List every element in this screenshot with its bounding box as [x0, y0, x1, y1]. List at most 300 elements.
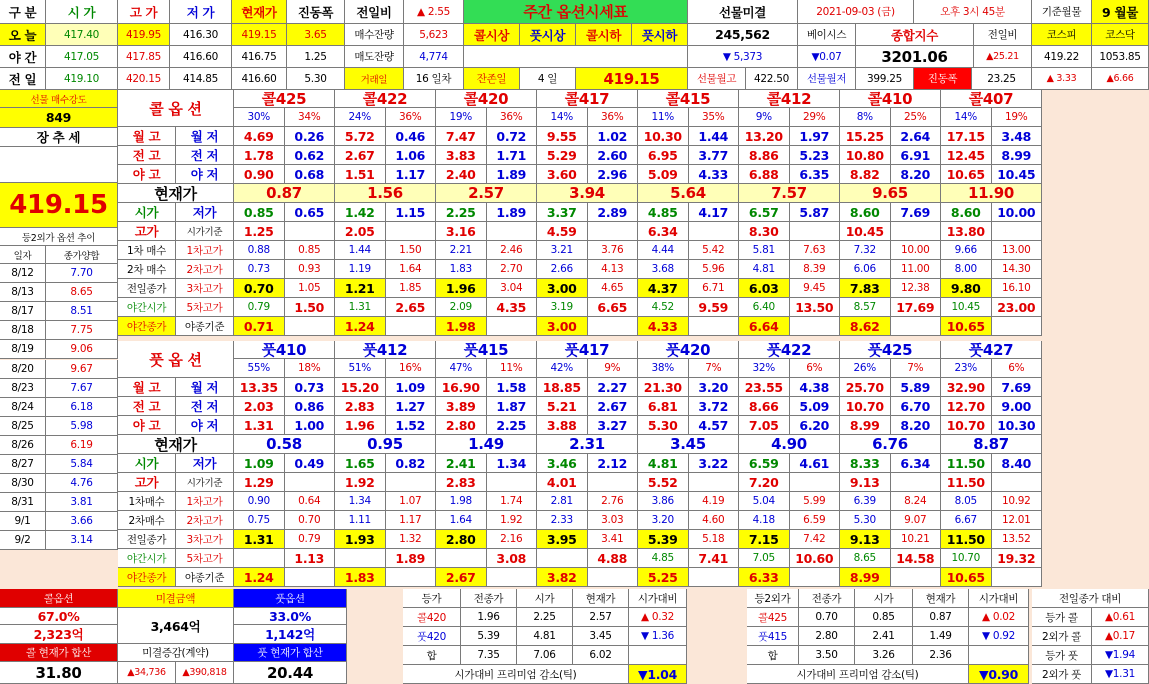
night-high: 7.05 — [739, 416, 790, 435]
buy1: 4.44 — [638, 241, 689, 260]
current-label: 현재가 — [118, 184, 234, 203]
sell2: 4.60 — [689, 511, 740, 530]
sell2: 1.17 — [386, 511, 437, 530]
sell3: 10.21 — [891, 530, 942, 549]
pct-left: 8% — [840, 108, 891, 127]
call-amount: 2,323억 — [0, 625, 118, 644]
option-name: 풋427 — [941, 341, 1042, 359]
option-high: 7.20 — [739, 473, 790, 492]
prev-close: 6.03 — [739, 279, 790, 298]
mini-header: 시가대비 — [629, 589, 687, 608]
night-low: 1.00 — [285, 416, 336, 435]
row-label: 전 고 — [118, 146, 176, 165]
prev-label: 전 일 — [0, 68, 46, 90]
put-summary-label: 풋옵션 — [234, 589, 347, 608]
compare-label: 2외가 콜 — [1032, 627, 1092, 646]
prev-close-compare-header: 전일종가 대비 — [1032, 589, 1149, 608]
buy2: 0.75 — [234, 511, 285, 530]
range-label: 진동폭 — [914, 68, 972, 90]
composite-value: 3201.06 — [856, 46, 974, 68]
night-range: 1.25 — [287, 46, 345, 68]
option-open: 6.57 — [739, 203, 790, 222]
blank — [790, 473, 841, 492]
option-current: 4.90 — [739, 435, 840, 454]
sell1: 1.74 — [487, 492, 538, 511]
month-high: 18.85 — [537, 378, 588, 397]
option-open: 0.85 — [234, 203, 285, 222]
mini-cell: 합 — [403, 646, 461, 665]
option-low: 1.34 — [487, 454, 538, 473]
low-header: 저 가 — [170, 0, 232, 24]
sell5: 3.08 — [487, 549, 538, 568]
trend-label: 장 추 세 — [0, 128, 118, 147]
option-current: 5.64 — [638, 184, 739, 203]
option-open: 2.25 — [436, 203, 487, 222]
sell1-label: 1차고가 — [176, 241, 234, 260]
close-sum-cell: 4.76 — [46, 474, 118, 493]
month-high: 16.90 — [436, 378, 487, 397]
pct-right: 29% — [790, 108, 841, 127]
mini-header: 시가 — [517, 589, 573, 608]
prev-low: 9.00 — [992, 397, 1043, 416]
day-cell: 8/19 — [0, 340, 46, 359]
option-name: 콜425 — [234, 90, 335, 108]
close-sum-cell: 7.75 — [46, 321, 118, 340]
sell3: 13.52 — [992, 530, 1043, 549]
night-high: 8.82 — [840, 165, 891, 184]
option-current: 9.65 — [840, 184, 941, 203]
prev-high: 6.81 — [638, 397, 689, 416]
kosdaq-change: ▲6.66 — [1092, 68, 1149, 90]
night-close-label: 야간종가 — [118, 317, 176, 336]
night-open — [234, 549, 285, 568]
compare-label: 등가 콜 — [1032, 608, 1092, 627]
futures-price-box: 419.15 — [576, 68, 688, 90]
futures-month-high-label: 선물월고 — [688, 68, 746, 90]
sell2: 5.96 — [689, 260, 740, 279]
prev-close: 3.95 — [537, 530, 588, 549]
night-close: 5.25 — [638, 568, 689, 587]
option-low: 0.65 — [285, 203, 336, 222]
pct-left: 47% — [436, 359, 487, 378]
day-cell: 8/20 — [0, 360, 46, 379]
blank — [487, 473, 538, 492]
sell1: 7.63 — [790, 241, 841, 260]
option-name: 풋422 — [739, 341, 840, 359]
basis-label: 베이시스 — [798, 24, 856, 46]
prev-high: 10.80 — [840, 146, 891, 165]
pct-left: 32% — [739, 359, 790, 378]
mini-cell: 4.81 — [517, 627, 573, 646]
futures-month-low-label: 선물월저 — [798, 68, 856, 90]
night-close: 3.82 — [537, 568, 588, 587]
open-label: 시가 — [118, 203, 176, 222]
option-current: 7.57 — [739, 184, 840, 203]
night-close: 0.71 — [234, 317, 285, 336]
close-sum-cell: 8.65 — [46, 283, 118, 302]
buy2: 1.11 — [335, 511, 386, 530]
prevdiff-value: ▲ 2.55 — [404, 0, 464, 24]
blank — [386, 568, 437, 587]
month-high: 10.30 — [638, 127, 689, 146]
option-low: 3.22 — [689, 454, 740, 473]
high-header: 고 가 — [118, 0, 170, 24]
option-high: 2.05 — [335, 222, 386, 241]
month-low: 4.38 — [790, 378, 841, 397]
open-interest-amount: 3,464억 — [118, 608, 234, 644]
option-low: 5.87 — [790, 203, 841, 222]
night-low: 3.27 — [588, 416, 639, 435]
mini-cell: 2.25 — [517, 608, 573, 627]
prev-close: 2.80 — [436, 530, 487, 549]
put-lower-label: 풋시하 — [632, 24, 688, 46]
prev-high: 2.83 — [335, 397, 386, 416]
sell5: 1.89 — [386, 549, 437, 568]
night-close: 1.24 — [335, 317, 386, 336]
open-header: 시 가 — [46, 0, 118, 24]
row-label: 야 저 — [176, 165, 234, 184]
night-open: 2.09 — [436, 298, 487, 317]
prev-low: 6.70 — [891, 397, 942, 416]
blank — [588, 473, 639, 492]
mini-header: 시가대비 — [969, 589, 1029, 608]
prev-low: 2.60 — [588, 146, 639, 165]
sell5: 19.32 — [992, 549, 1043, 568]
night-high: 10.65 — [941, 165, 992, 184]
night-high: 2.80 — [436, 416, 487, 435]
month-low: 5.89 — [891, 378, 942, 397]
month-high: 4.69 — [234, 127, 285, 146]
option-name: 풋425 — [840, 341, 941, 359]
kospi-value: 419.22 — [1032, 46, 1092, 68]
prev-close: 1.31 — [234, 530, 285, 549]
option-high: 5.52 — [638, 473, 689, 492]
sell3-label: 3차고가 — [176, 530, 234, 549]
prev-close: 416.60 — [232, 68, 287, 90]
buy1: 2.81 — [537, 492, 588, 511]
day-cell: 8/24 — [0, 398, 46, 417]
sell5: 10.60 — [790, 549, 841, 568]
sell1-label: 1차고가 — [176, 492, 234, 511]
mini-header: 시가 — [855, 589, 913, 608]
buy1: 7.32 — [840, 241, 891, 260]
prev-range: 5.30 — [287, 68, 345, 90]
sell5: 13.50 — [790, 298, 841, 317]
date-label: 2021-09-03 (금) — [798, 0, 914, 24]
day-cell: 8/25 — [0, 417, 46, 436]
blank — [689, 222, 740, 241]
mini-cell: 0.85 — [855, 608, 913, 627]
night-high: 1.96 — [335, 416, 386, 435]
call-lower-label: 콜시하 — [576, 24, 632, 46]
night-close: 8.99 — [840, 568, 891, 587]
mini-cell: ▲ 0.32 — [629, 608, 687, 627]
sell1: 4.19 — [689, 492, 740, 511]
buy2-label: 2차매수 — [118, 511, 176, 530]
pct-right: 25% — [891, 108, 942, 127]
prev-close: 1.96 — [436, 279, 487, 298]
mini-cell: ▼ 0.92 — [969, 627, 1029, 646]
low-label: 저가 — [176, 454, 234, 473]
sell3: 3.04 — [487, 279, 538, 298]
mini-cell: 1.96 — [461, 608, 517, 627]
night-high: 1.31 — [234, 416, 285, 435]
mini-header: 현재가 — [573, 589, 629, 608]
option-high: 13.80 — [941, 222, 992, 241]
pct-left: 30% — [234, 108, 285, 127]
mini-cell: 2.80 — [799, 627, 855, 646]
prev-high: 10.70 — [840, 397, 891, 416]
prev-high: 2.03 — [234, 397, 285, 416]
sell3: 7.42 — [790, 530, 841, 549]
night-low: 6.35 — [790, 165, 841, 184]
month-low: 1.97 — [790, 127, 841, 146]
high-base-label: 시가기준 — [176, 222, 234, 241]
prev-high: 3.83 — [436, 146, 487, 165]
close-sum-cell: 6.19 — [46, 436, 118, 455]
sell1: 10.92 — [992, 492, 1043, 511]
night-close: 1.98 — [436, 317, 487, 336]
prev-close-label: 전일종가 — [118, 279, 176, 298]
compare-label: 등가 풋 — [1032, 646, 1092, 665]
prev-close: 9.80 — [941, 279, 992, 298]
month-low: 7.69 — [992, 378, 1043, 397]
night-high: 3.88 — [537, 416, 588, 435]
blank — [891, 568, 942, 587]
high-label: 고가 — [118, 222, 176, 241]
buy2: 1.19 — [335, 260, 386, 279]
row-label: 야 고 — [118, 416, 176, 435]
mini-footer-value: ▼0.90 — [969, 665, 1029, 684]
buy2: 4.18 — [739, 511, 790, 530]
blank — [386, 473, 437, 492]
section-title: 콜 옵 션 — [118, 90, 234, 127]
sell1: 13.00 — [992, 241, 1043, 260]
option-name: 콜422 — [335, 90, 436, 108]
blank — [588, 568, 639, 587]
close-sum-header: 종가양합 — [46, 246, 118, 264]
night-close: 416.75 — [232, 46, 287, 68]
close-sum-cell: 5.84 — [46, 455, 118, 474]
sell2: 6.59 — [790, 511, 841, 530]
buy1: 1.34 — [335, 492, 386, 511]
mini-cell — [629, 646, 687, 665]
sell3: 3.41 — [588, 530, 639, 549]
blank — [285, 317, 336, 336]
pct-right: 34% — [285, 108, 336, 127]
sell2-label: 2차고가 — [176, 260, 234, 279]
row-label: 월 저 — [176, 127, 234, 146]
night-close: 4.33 — [638, 317, 689, 336]
prev-low: 5.23 — [790, 146, 841, 165]
blank — [891, 473, 942, 492]
day-cell: 8/13 — [0, 283, 46, 302]
day-cell: 8/30 — [0, 474, 46, 493]
blank — [285, 222, 336, 241]
month-high: 13.20 — [739, 127, 790, 146]
pct-right: 35% — [689, 108, 740, 127]
pct-left: 42% — [537, 359, 588, 378]
option-name: 콜410 — [840, 90, 941, 108]
blank — [992, 568, 1043, 587]
put-amount: 1,142억 — [234, 625, 347, 644]
put-upper-label: 풋시상 — [520, 24, 576, 46]
night-close: 8.62 — [840, 317, 891, 336]
day-cell: 8/18 — [0, 321, 46, 340]
blank-row — [464, 46, 688, 68]
buy-remaining-label: 매수잔량 — [345, 24, 404, 46]
prev-high: 3.89 — [436, 397, 487, 416]
composite-prev-label: 전일비 — [974, 24, 1032, 46]
buy-remaining-value: 5,623 — [404, 24, 464, 46]
option-high: 2.83 — [436, 473, 487, 492]
sell3: 1.32 — [386, 530, 437, 549]
option-high: 6.34 — [638, 222, 689, 241]
prev-close: 3.00 — [537, 279, 588, 298]
night-high: 1.51 — [335, 165, 386, 184]
night-high: 2.40 — [436, 165, 487, 184]
month-high: 17.15 — [941, 127, 992, 146]
close-sum-cell: 7.67 — [46, 379, 118, 398]
option-low: 0.82 — [386, 454, 437, 473]
remain-day-value: 4 일 — [520, 68, 576, 90]
buy2: 3.68 — [638, 260, 689, 279]
sell1: 0.64 — [285, 492, 336, 511]
call-sum: 31.80 — [0, 662, 118, 684]
mini-cell: 합 — [747, 646, 799, 665]
pct-right: 19% — [992, 108, 1043, 127]
composite-label: 종합지수 — [856, 24, 974, 46]
mini-cell: 0.70 — [799, 608, 855, 627]
night-low: 416.60 — [170, 46, 232, 68]
prev-high: 6.95 — [638, 146, 689, 165]
pct-right: 6% — [992, 359, 1043, 378]
night-low: 1.52 — [386, 416, 437, 435]
futures-month-high-value: 422.50 — [746, 68, 798, 90]
base-month-value: 9 월물 — [1092, 0, 1149, 24]
buy1: 6.39 — [840, 492, 891, 511]
pct-right: 11% — [487, 359, 538, 378]
day-cell: 9/1 — [0, 512, 46, 531]
pct-right: 36% — [386, 108, 437, 127]
open-interest-change-label: 미결증감(계약) — [118, 644, 234, 662]
blank — [487, 317, 538, 336]
compare-value: ▼1.94 — [1092, 646, 1149, 665]
prev-low: 1.71 — [487, 146, 538, 165]
sell5: 4.88 — [588, 549, 639, 568]
mini-cell: ▲ 0.02 — [969, 608, 1029, 627]
buy2: 3.20 — [638, 511, 689, 530]
prevdiff-header: 전일비 — [345, 0, 404, 24]
prev-close: 11.50 — [941, 530, 992, 549]
option-open: 4.81 — [638, 454, 689, 473]
buy2: 6.06 — [840, 260, 891, 279]
sell3-label: 3차고가 — [176, 279, 234, 298]
pct-right: 36% — [487, 108, 538, 127]
option-open: 3.37 — [537, 203, 588, 222]
today-low: 416.30 — [170, 24, 232, 46]
buy2: 5.30 — [840, 511, 891, 530]
night-open: 8.65 — [840, 549, 891, 568]
oi-change-put: ▲390,818 — [176, 662, 234, 684]
option-high: 3.16 — [436, 222, 487, 241]
kospi-label: 코스피 — [1032, 24, 1092, 46]
compare-value: ▼1.31 — [1092, 665, 1149, 684]
blank — [285, 568, 336, 587]
prev-low: 414.85 — [170, 68, 232, 90]
sell2: 3.03 — [588, 511, 639, 530]
sell2: 8.39 — [790, 260, 841, 279]
sell2: 1.64 — [386, 260, 437, 279]
unsettled-value: 245,562 — [688, 24, 798, 46]
blank — [386, 222, 437, 241]
pct-left: 14% — [941, 108, 992, 127]
blank — [790, 317, 841, 336]
mini-cell: 3.45 — [573, 627, 629, 646]
sell3: 1.85 — [386, 279, 437, 298]
sell2: 4.13 — [588, 260, 639, 279]
month-low: 0.26 — [285, 127, 336, 146]
option-low: 1.15 — [386, 203, 437, 222]
option-current: 0.87 — [234, 184, 335, 203]
option-open: 4.85 — [638, 203, 689, 222]
pct-left: 23% — [941, 359, 992, 378]
option-high: 1.25 — [234, 222, 285, 241]
pct-left: 9% — [739, 108, 790, 127]
mini-cell: 6.02 — [573, 646, 629, 665]
prev-low: 3.77 — [689, 146, 740, 165]
buy1: 1.44 — [335, 241, 386, 260]
compare-label: 2외가 풋 — [1032, 665, 1092, 684]
sell3: 9.45 — [790, 279, 841, 298]
mini-cell: 풋415 — [747, 627, 799, 646]
prev-low: 3.72 — [689, 397, 740, 416]
pct-left: 26% — [840, 359, 891, 378]
sell3: 12.38 — [891, 279, 942, 298]
sell2: 9.07 — [891, 511, 942, 530]
month-low: 3.20 — [689, 378, 740, 397]
mini-header: 등2외가 — [747, 589, 799, 608]
sell3: 2.16 — [487, 530, 538, 549]
option-high: 4.01 — [537, 473, 588, 492]
sell5: 1.50 — [285, 298, 336, 317]
prev-high: 8.66 — [739, 397, 790, 416]
prev-close: 7.83 — [840, 279, 891, 298]
buy1: 0.88 — [234, 241, 285, 260]
option-low: 2.89 — [588, 203, 639, 222]
night-open: 7.05 — [739, 549, 790, 568]
option-current: 8.87 — [941, 435, 1042, 454]
month-low: 0.72 — [487, 127, 538, 146]
option-high: 4.59 — [537, 222, 588, 241]
day-header: 일자 — [0, 246, 46, 264]
night-low: 4.33 — [689, 165, 740, 184]
big-price: 419.15 — [0, 183, 118, 228]
blank — [790, 568, 841, 587]
mini-header: 등가 — [403, 589, 461, 608]
close-sum-cell: 3.81 — [46, 493, 118, 512]
sell1: 5.99 — [790, 492, 841, 511]
night-open: 8.57 — [840, 298, 891, 317]
option-current: 1.49 — [436, 435, 537, 454]
month-low: 0.46 — [386, 127, 437, 146]
option-open: 2.41 — [436, 454, 487, 473]
option-name: 콜407 — [941, 90, 1042, 108]
day-cell: 9/2 — [0, 531, 46, 550]
night-close: 10.65 — [941, 568, 992, 587]
blank — [487, 222, 538, 241]
mini-header: 전종가 — [799, 589, 855, 608]
